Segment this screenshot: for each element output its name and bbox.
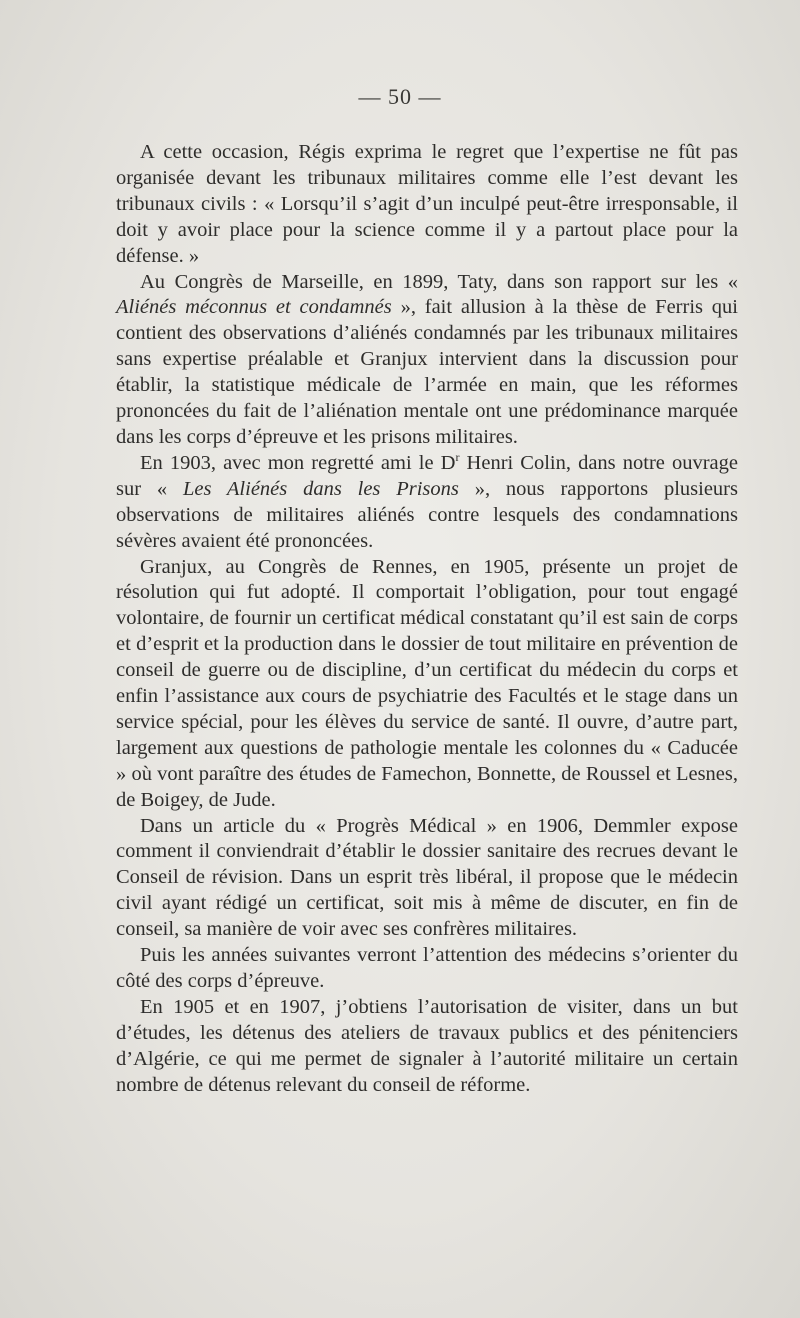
- paragraph: [116, 995, 738, 1099]
- paragraph: [116, 140, 738, 270]
- text-run: En 1905 et en 1907, j’obtiens l’autorisation de visiter, dans un but d’études, les détenus des ateliers de travaux publics et des pénitenciers d’Algérie, ce qui me permet de signaler à l’autorité militaire un certain nombre de détenus relevant du conseil de réforme.: [116, 995, 738, 1096]
- text-run: Henri Colin, dans notre ouvrage sur «: [116, 451, 738, 500]
- italic-title: Aliénés méconnus et condamnés: [116, 296, 392, 319]
- text-run: Puis les années suivantes verront l’attention des médecins s’orienter du côté des corps d’épreuve.: [116, 944, 738, 992]
- text-run: Granjux, au Congrès de Rennes, en 1905, présente un projet de résolution qui fut adopté. Il comportait l’obligation, pour tout engagé volontaire, de fournir un certificat médical constatant qu’il est sain de corps et d’esprit et la production dans le dossier de tout militaire en prévention de conseil de guerre ou de discipline, d’un certificat du médecin du corps et enfin l’assistance aux cours de psychiatrie des Facultés et le stage dans un service spécial, pour les élèves du service de santé. Il ouvre, d’autre part, largement aux questions de pathologie mentale les colonnes du « Caducée » où vont paraître des études de Famechon, Bonnette, de Roussel et Lesnes, de Boigey, de Jude.: [116, 555, 738, 811]
- paragraph: [116, 270, 738, 451]
- text-run: Dans un article du « Progrès Médical » en 1906, Demmler expose comment il conviendrait d’établir le dossier sanitaire des recrues devant le Conseil de révision. Dans un esprit très libéral, il propose que le médecin civil ayant rédigé un certificat, soit mis à même de discuter, en fin de conseil, sa manière de voir avec ses confrères militaires.: [116, 814, 738, 941]
- text-run: A cette occasion, Régis exprima le regret que l’expertise ne fût pas organisée devant les tribunaux militaires comme elle l’est devant les tribunaux civils : « Lorsqu’il s’agit d’un inculpé peut-être irresponsable, il doit y avoir place pour la science comme il y a partout place pour la défense. »: [116, 141, 738, 267]
- paragraph: [116, 555, 738, 814]
- text-run: », fait allusion à la thèse de Ferris qui contient des observations d’aliénés condamnés par les tribunaux militaires sans expertise préalable et Granjux intervient dans la discussion pour établir, la statistique médicale de l’armée en main, que les réformes prononcées du fait de l’aliénation mentale ont une prédominance marquée dans les corps d’épreuve et les prisons militaires.: [116, 296, 738, 448]
- text-run: », nous rapportons plusieurs observations de militaires aliénés contre lesquels des condamnations sévères avaient été prononcées.: [116, 477, 738, 552]
- page-number: — 50 —: [358, 84, 442, 109]
- text-run: En 1903, avec mon regretté ami le D: [140, 451, 456, 474]
- paragraph: [116, 814, 738, 944]
- paragraph: [116, 451, 738, 555]
- superscript: r: [455, 450, 460, 465]
- body-text: [116, 140, 738, 1099]
- text-run: Au Congrès de Marseille, en 1899, Taty, dans son rapport sur les «: [140, 270, 738, 293]
- paragraph: [116, 943, 738, 995]
- italic-title: Les Aliénés dans les Prisons: [182, 477, 459, 500]
